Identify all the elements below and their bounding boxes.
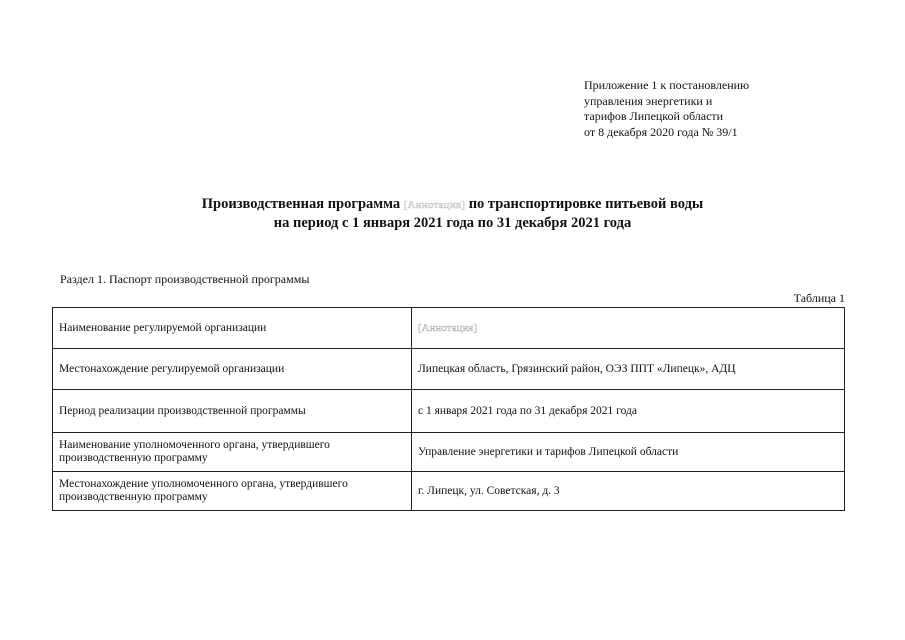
title-prefix: Производственная программа (201, 196, 401, 212)
table-number: Таблица 1 (793, 291, 845, 305)
appendix-line: управления энергетики и (584, 93, 713, 108)
table-row (53, 349, 845, 390)
row-label: Местонахождение регулируемой организации (53, 349, 412, 390)
row-label: Наименование уполномоченного органа, утвердившего производственную программу (53, 433, 412, 472)
table-row (53, 433, 845, 472)
section-heading: Раздел 1. Паспорт производственной программы (60, 272, 310, 286)
row-label: Местонахождение уполномоченного органа, утвердившего производственную программу (53, 472, 412, 511)
value-annotation: [Аннотация] (418, 321, 478, 334)
appendix-line: от 8 декабря 2020 года № 39/1 (584, 124, 738, 139)
row-value (412, 308, 845, 349)
document-title (0, 195, 905, 232)
appendix-line: Приложение 1 к постановлению (584, 78, 750, 92)
row-value: с 1 января 2021 года по 31 декабря 2021 года (412, 390, 845, 433)
row-label: Наименование регулируемой организации (53, 308, 412, 349)
row-value: Управление энергетики и тарифов Липецкой области (412, 433, 845, 472)
table-row (53, 390, 845, 433)
appendix-line: тарифов Липецкой области (584, 109, 724, 123)
title-annotation: [Аннотация] (403, 199, 466, 211)
title-line-1 (0, 195, 905, 214)
passport-table (52, 307, 845, 511)
table-row (53, 308, 845, 349)
row-value: Липецкая область, Грязинский район, ОЭЗ ППТ «Липецк», АДЦ (412, 349, 845, 390)
table-row (53, 472, 845, 511)
row-label: Период реализации производственной программы (53, 390, 412, 433)
row-value: г. Липецк, ул. Советская, д. 3 (412, 472, 845, 511)
title-line-2: на период с 1 января 2021 года по 31 декабря 2021 года (273, 215, 632, 231)
title-suffix: по транспортировке питьевой воды (468, 196, 704, 212)
appendix-note (584, 78, 749, 140)
